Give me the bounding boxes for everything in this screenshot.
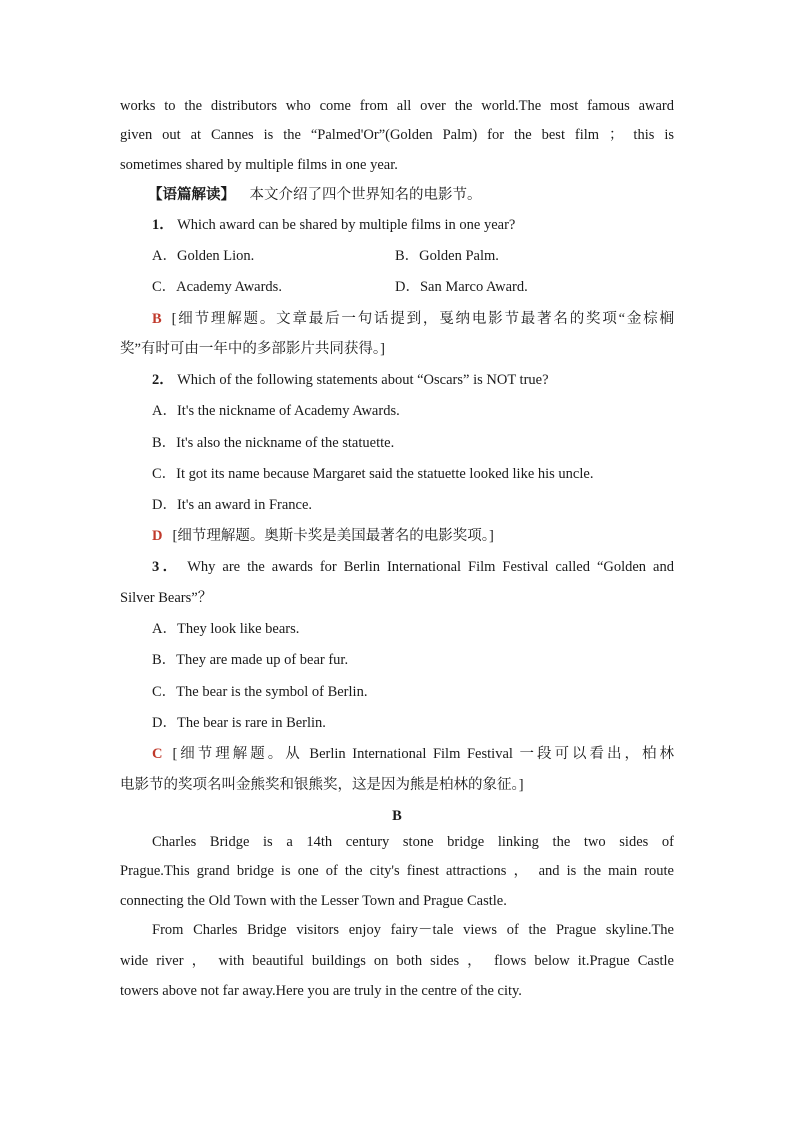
question-1: [152, 215, 515, 235]
passage-line: works to the distributors who come from all over the world.The most famous award: [120, 98, 674, 114]
option-a: A．They look like bears.: [152, 621, 300, 637]
question-stem: Why are the awards for Berlin International Film Festival called “Golden and: [187, 559, 674, 575]
answer-letter: B: [152, 311, 162, 327]
question-number: 1．: [152, 217, 174, 233]
option-a: A．It's the nickname of Academy Awards.: [152, 403, 400, 419]
answer-letter: D: [152, 528, 163, 544]
explanation-text: [细节理解题。奥斯卡奖是美国最著名的电影奖项。]: [172, 528, 494, 544]
option-b: B．It's also the nickname of the statuette.: [152, 435, 395, 451]
explanation: [152, 744, 674, 764]
option-c: C．It got its name because Margaret said the statuette looked like his uncle.: [152, 466, 594, 482]
question-stem: Which award can be shared by multiple films in one year?: [177, 217, 516, 233]
passage-line: connecting the Old Town with the Lesser Town and Prague Castle.: [120, 893, 507, 909]
question-2: [152, 370, 549, 390]
passage-line: From Charles Bridge visitors enjoy fairy－tale views of the Prague skyline.The: [152, 922, 674, 938]
option-b: B．Golden Palm.: [395, 248, 499, 264]
passage-line: Charles Bridge is a 14th century stone bridge linking the two sides of: [152, 834, 674, 850]
option-d: D．It's an award in France.: [152, 497, 313, 513]
option-d: D．The bear is rare in Berlin.: [152, 715, 326, 731]
explanation: [152, 526, 494, 546]
explanation: [152, 309, 674, 329]
option-c: C．Academy Awards.: [152, 279, 282, 295]
answer-letter: C: [152, 746, 163, 762]
explanation-cont: 电影节的奖项名叫金熊奖和银熊奖，这是因为熊是柏林的象征。]: [120, 777, 524, 793]
passage-line: sometimes shared by multiple films in one year.: [120, 157, 398, 173]
summary-text: 本文介绍了四个世界知名的电影节。: [249, 187, 482, 203]
passage-line: wide river ， with beautiful buildings on both sides ， flows below it.Prague Castle: [120, 953, 674, 969]
passage-line: given out at Cannes is the “Palmed'Or”(Golden Palm) for the best film ； this is: [120, 127, 674, 143]
explanation-text: [细节理解题。从 Berlin International Film Festival 一段可以看出，柏林: [172, 746, 674, 762]
summary-label: 【语篇解读】: [148, 187, 235, 203]
summary: [148, 185, 482, 205]
section-heading: B: [392, 808, 402, 824]
passage-line: Prague.This grand bridge is one of the city's finest attractions ， and is the main route: [120, 863, 674, 879]
question-3: [152, 557, 674, 577]
question-number: 2．: [152, 372, 174, 388]
option-c: C．The bear is the symbol of Berlin.: [152, 684, 368, 700]
option-a: A．Golden Lion.: [152, 248, 255, 264]
option-d: D．San Marco Award.: [395, 279, 528, 295]
explanation-cont: 奖”有时可由一年中的多部影片共同获得。]: [120, 341, 386, 357]
option-b: B．They are made up of bear fur.: [152, 652, 349, 668]
passage-line: towers above not far away.Here you are truly in the centre of the city.: [120, 983, 522, 999]
explanation-text: [细节理解题。文章最后一句话提到，戛纳电影节最著名的奖项“金棕榈: [171, 311, 674, 327]
question-number: 3．: [152, 559, 181, 575]
question-stem: Which of the following statements about “Oscars” is NOT true?: [177, 372, 549, 388]
question-stem-cont: Silver Bears”？: [120, 590, 213, 606]
